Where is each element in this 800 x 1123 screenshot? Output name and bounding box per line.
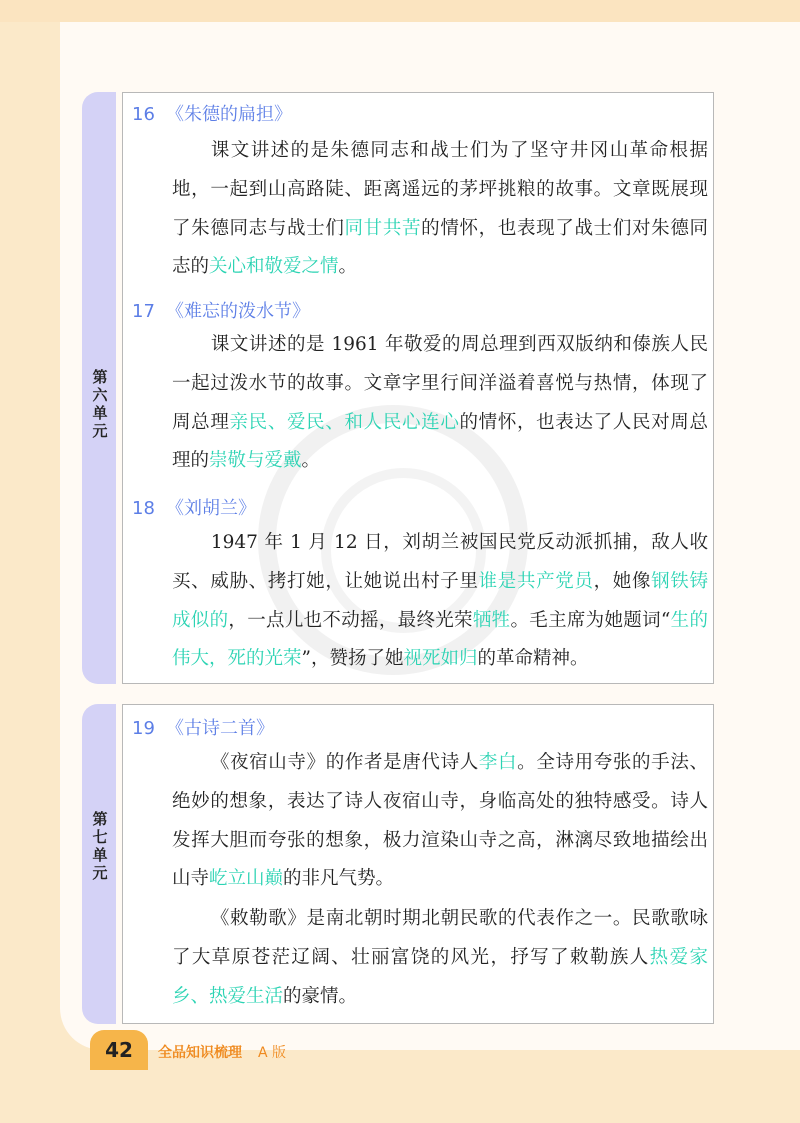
highlighted-keyword: 崇敬与爱戴 [209,450,302,472]
edition-label: A 版 [258,1045,287,1061]
paragraph-text: 1947 年 1 月 12 日，刘胡兰被国民党反动派抓捕，敌人收买、威胁、拷打她，让她说出村子里 [172,532,708,592]
highlighted-keyword: 同甘共苦 [344,217,422,239]
highlighted-keyword: 亲民、爱民、和人民心连心 [229,411,460,433]
lesson-19-paragraph-2 [172,900,708,1016]
paragraph-text: ”，赞扬了她 [301,648,404,670]
highlighted-keyword: 屹立山巅 [209,868,284,890]
lesson-title-16: 16 《朱德的扁担》 [132,104,292,125]
paragraph-text: 。 [301,450,321,472]
lesson-title-19: 19 《古诗二首》 [132,718,274,739]
paragraph-text: 《敕勒歌》是南北朝时期北朝民歌的代表作之一。民歌歌咏了大草原苍茫辽阔、壮丽富饶的风光，抒写了敕勒族人 [172,908,708,968]
lesson-19-paragraph-1 [172,744,708,899]
paragraph-text: ，她像 [593,570,652,592]
paragraph-text: 的情怀，也表达了人民对周总理的 [172,411,708,472]
paragraph-text: 。全诗用夸张的手法、绝妙的想象，表达了诗人夜宿山寺，身临高处的独特感受。诗人发挥大胆而夸张的想象，极力渲染山寺之高，淋漓尽致地描绘出山寺 [172,752,708,890]
paragraph-text: 《夜宿山寺》的作者是唐代诗人 [210,752,479,773]
paragraph-text: 的豪情。 [283,985,358,1007]
paragraph-text: 。毛主席为她题词“ [510,609,671,631]
paragraph-text: 。 [338,256,358,278]
highlighted-keyword: 生的伟大，死的光荣 [172,609,708,670]
paragraph-text: 课文讲述的是朱德同志和战士们为了坚守井冈山革命根据地，一起到山高路陡、距离遥远的茅坪挑粮的故事。文章既展现了朱德同志与战士们 [172,140,708,239]
lesson-title-17: 17 《难忘的泼水节》 [132,301,310,322]
highlighted-keyword: 李白 [478,752,518,773]
page-number: 42 [90,1030,148,1070]
unit-label-7: 第 七 单 元 [92,810,108,882]
book-title: 全品知识梳理 [158,1045,242,1061]
highlighted-keyword: 钢铁铸成似的 [172,570,708,631]
paragraph-text: 的革命精神。 [477,648,589,670]
highlighted-keyword: 热爱家乡、热爱生活 [172,946,708,1007]
highlighted-keyword: 牺牲 [472,609,511,631]
paragraph-text: 的情怀，也表现了战士们对朱德同志的 [172,217,708,278]
highlighted-keyword: 谁是共产党员 [478,570,594,592]
highlighted-keyword: 关心和敬爱之情 [209,256,339,278]
lesson-title-18: 18 《刘胡兰》 [132,498,256,519]
highlighted-keyword: 视死如归 [403,648,478,670]
paragraph-text: ，一点儿也不动摇，最终光荣 [228,609,473,631]
top-band [0,0,800,22]
paragraph-text: 课文讲述的是 1961 年敬爱的周总理到西双版纳和傣族人民一起过泼水节的故事。文章字里行间洋溢着喜悦与热情，体现了周总理 [172,334,708,433]
lesson-16-paragraph [172,132,708,287]
lesson-17-paragraph [172,326,708,481]
unit-label-6: 第 六 单 元 [92,368,108,440]
lesson-18-paragraph [172,524,708,679]
paragraph-text: 的非凡气势。 [283,868,395,890]
